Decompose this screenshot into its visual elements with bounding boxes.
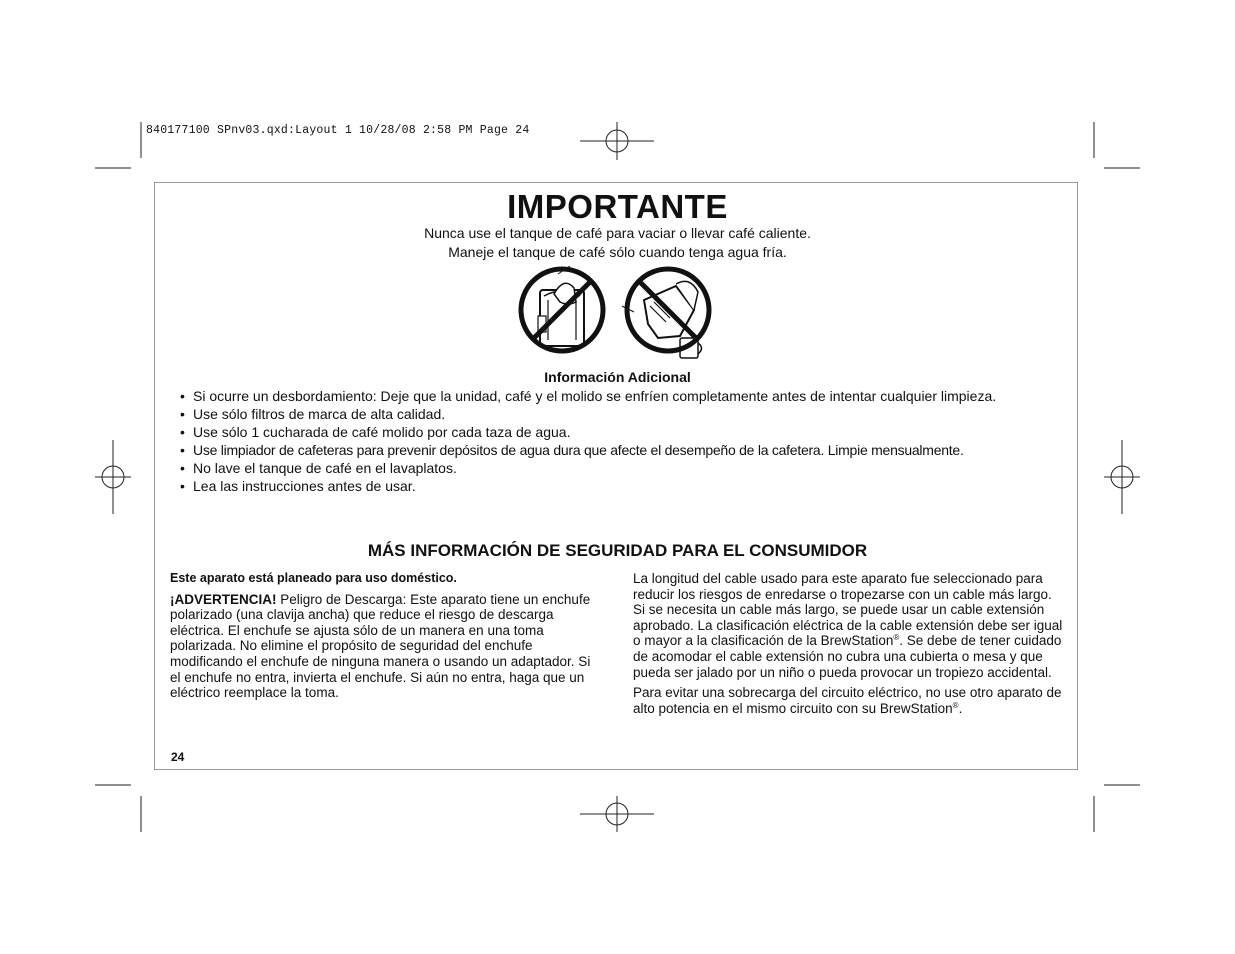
cord-text-a: La longitud del cable usado para este aparato fue seleccionado para reducir los riesgos de enredarse o tropezarse con un cable más largo. Si se necesita un cable más largo, se puede usar un cable extensión aprobado. La clasificación eléctrica de la cable extensión debe ser igual o mayor a la clasificación de la BrewStation <box>633 571 1063 649</box>
page-title: IMPORTANTE <box>507 188 728 225</box>
list-item: • Lea las instrucciones antes de usar. <box>180 477 1060 495</box>
no-pour-tank-icon <box>622 269 709 358</box>
safety-title: MÁS INFORMACIÓN DE SEGURIDAD PARA EL CONSUMIDOR <box>367 541 868 560</box>
prohibition-icons <box>518 266 718 366</box>
list-item: • Use sólo filtros de marca de alta calidad. <box>180 405 1060 423</box>
cord-text-b: . Se debe de tener cuidado de acomodar el cable extensión no cubra una cubierta o mesa y que pueda ser jalado por un niño o pueda provocar un tropiezo accidental. <box>633 633 1062 680</box>
print-slug: 840177100 SPnv03.qxd:Layout 1 10/28/08 2:58 PM Page 24 <box>146 124 530 137</box>
list-item: • Si ocurre un desbordamiento: Deje que la unidad, café y el molido se enfríen completamente antes de intentar cualquier limpieza. <box>180 387 1060 405</box>
info-title: Información Adicional <box>544 369 691 385</box>
list-item: • No lave el tanque de café en el lavaplatos. <box>180 459 1060 477</box>
warning-text: Peligro de Descarga: Este aparato tiene un enchufe polarizado (una clavija ancha) que reduce el riesgo de descarga eléctrica. El enchufe se ajusta sólo de un manera en una toma polarizada. No elimine el propósito de seguridad del enchufe modificando el enchufe de ninguna manera o usando un adaptador. Si el enchufe no entra, invierta el enchufe. Si aún no entra, haga que un eléctrico reemplace la toma. <box>170 591 591 701</box>
registered-mark: ® <box>952 700 959 710</box>
safety-left-column <box>170 571 600 706</box>
overload-text-b: . <box>958 700 963 716</box>
warning-label: ¡ADVERTENCIA! <box>170 591 277 607</box>
list-item: • Use limpiador de cafeteras para prevenir depósitos de agua dura que afecte el desempeño de la cafetera. Limpie mensualmente. <box>180 441 1060 459</box>
cord-paragraph <box>633 571 1063 680</box>
warning-paragraph <box>170 592 600 701</box>
intro-line-2: Maneje el tanque de café sólo cuando tenga agua fría. <box>448 244 787 260</box>
overload-paragraph <box>633 685 1063 716</box>
registered-mark: ® <box>893 633 900 643</box>
domestic-use-heading: Este aparato está planeado para uso doméstico. <box>170 571 457 585</box>
info-list <box>180 387 1060 495</box>
page-number: 24 <box>171 750 185 764</box>
no-carry-tank-icon <box>521 266 603 351</box>
overload-text-a: Para evitar una sobrecarga del circuito eléctrico, no use otro aparato de alto potencia en el mismo circuito con su BrewStation <box>633 685 1062 716</box>
intro-line-1: Nunca use el tanque de café para vaciar o llevar café caliente. <box>424 225 811 241</box>
safety-right-column <box>633 571 1063 721</box>
list-item: • Use sólo 1 cucharada de café molido por cada taza de agua. <box>180 423 1060 441</box>
